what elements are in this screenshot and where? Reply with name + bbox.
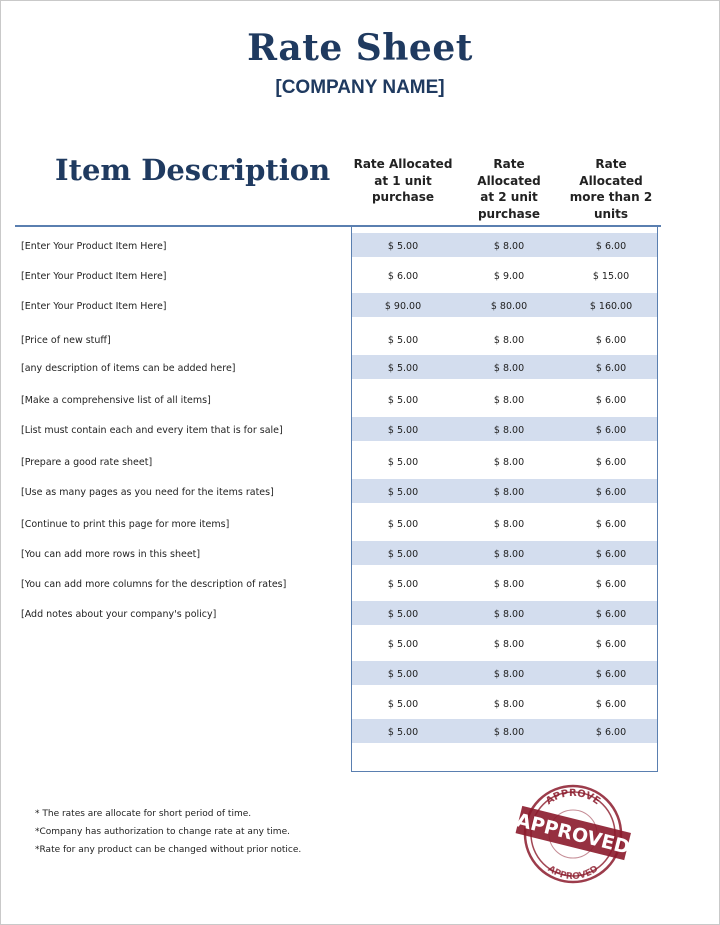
item-label: [Enter Your Product Item Here]: [21, 271, 167, 282]
rate-value-c3: $ 6.00: [595, 241, 627, 252]
rate-value-c3: $ 160.00: [589, 301, 633, 312]
rate-value-c2: $ 8.00: [493, 487, 525, 498]
rate-value-c1: $ 5.00: [387, 549, 419, 560]
column-header-1-unit: Rate Allocated at 1 unit purchase: [353, 157, 453, 204]
rate-value-c3: $ 6.00: [595, 549, 627, 560]
rate-value-c1: $ 5.00: [387, 727, 419, 738]
rate-table-frame: [351, 227, 658, 772]
note-line: *Company has authorization to change rate at any time.: [35, 827, 290, 837]
rate-value-c1: $ 5.00: [387, 487, 419, 498]
rate-value-c1: $ 5.00: [387, 395, 419, 406]
svg-text:APPROVED: APPROVED: [545, 864, 601, 883]
rate-value-c3: $ 15.00: [592, 271, 630, 282]
svg-text:APPROVED: APPROVED: [513, 809, 633, 859]
notes: [35, 805, 301, 859]
company-name: [COMPANY NAME]: [275, 77, 445, 98]
rate-value-c1: $ 5.00: [387, 579, 419, 590]
rate-value-c1: $ 5.00: [387, 699, 419, 710]
rate-value-c1: $ 5.00: [387, 519, 419, 530]
svg-text:APPROVE: APPROVE: [543, 787, 603, 808]
item-label: [Make a comprehensive list of all items]: [21, 395, 211, 406]
rate-value-c2: $ 8.00: [493, 363, 525, 374]
item-label: [Prepare a good rate sheet]: [21, 457, 153, 468]
note-line: * The rates are allocate for short period of time.: [35, 809, 252, 819]
rate-value-c2: $ 8.00: [493, 457, 525, 468]
rate-value-c2: $ 8.00: [493, 699, 525, 710]
rate-value-c3: $ 6.00: [595, 609, 627, 620]
rate-value-c1: $ 5.00: [387, 457, 419, 468]
rate-value-c1: $ 5.00: [387, 669, 419, 680]
item-label: [You can add more columns for the description of rates]: [21, 579, 287, 590]
rate-value-c2: $ 8.00: [493, 425, 525, 436]
rate-value-c2: $ 8.00: [493, 639, 525, 650]
rate-value-c3: $ 6.00: [595, 487, 627, 498]
rate-value-c2: $ 8.00: [493, 727, 525, 738]
item-label: [any description of items can be added here]: [21, 363, 236, 374]
rate-value-c2: $ 8.00: [493, 395, 525, 406]
item-label: [Continue to print this page for more items]: [21, 519, 230, 530]
rate-value-c3: $ 6.00: [595, 669, 627, 680]
item-label: [Add notes about your company's policy]: [21, 609, 217, 620]
rate-value-c1: $ 6.00: [387, 271, 419, 282]
rate-value-c3: $ 6.00: [595, 335, 627, 346]
note-line: *Rate for any product can be changed without prior notice.: [35, 845, 302, 855]
rate-value-c3: $ 6.00: [595, 425, 627, 436]
rate-value-c3: $ 6.00: [595, 579, 627, 590]
item-label: [Use as many pages as you need for the items rates]: [21, 487, 274, 498]
rate-value-c3: $ 6.00: [595, 519, 627, 530]
rate-value-c3: $ 6.00: [595, 363, 627, 374]
rate-value-c1: $ 5.00: [387, 425, 419, 436]
rate-value-c3: $ 6.00: [595, 699, 627, 710]
approved-stamp-icon: [511, 779, 635, 889]
item-description-heading: Item Description: [55, 153, 331, 187]
rate-value-c1: $ 5.00: [387, 639, 419, 650]
rate-value-c3: $ 6.00: [595, 727, 627, 738]
approved-stamp: [511, 779, 635, 889]
rate-value-c2: $ 8.00: [493, 549, 525, 560]
column-header-2-unit: Rate Allocated at 2 unit purchase: [477, 157, 541, 221]
rate-value-c3: $ 6.00: [595, 395, 627, 406]
rate-value-c2: $ 9.00: [493, 271, 525, 282]
rate-value-c2: $ 8.00: [493, 519, 525, 530]
rate-value-c1: $ 5.00: [387, 241, 419, 252]
item-label: [You can add more rows in this sheet]: [21, 549, 201, 560]
rate-value-c2: $ 8.00: [493, 241, 525, 252]
rate-value-c2: $ 8.00: [493, 609, 525, 620]
rate-value-c2: $ 80.00: [490, 301, 528, 312]
item-label: [Enter Your Product Item Here]: [21, 301, 167, 312]
rate-value-c1: $ 5.00: [387, 363, 419, 374]
item-label: [Enter Your Product Item Here]: [21, 241, 167, 252]
rate-value-c2: $ 8.00: [493, 669, 525, 680]
rate-value-c3: $ 6.00: [595, 457, 627, 468]
rate-value-c1: $ 5.00: [387, 335, 419, 346]
item-label: [List must contain each and every item that is for sale]: [21, 425, 283, 436]
rate-value-c2: $ 8.00: [493, 579, 525, 590]
rate-value-c1: $ 90.00: [384, 301, 422, 312]
item-label: [Price of new stuff]: [21, 335, 111, 346]
rate-value-c3: $ 6.00: [595, 639, 627, 650]
rate-value-c2: $ 8.00: [493, 335, 525, 346]
document-title: Rate Sheet: [247, 27, 473, 69]
column-header-more-than-2: Rate Allocated more than 2 units: [569, 157, 653, 221]
rate-value-c1: $ 5.00: [387, 609, 419, 620]
